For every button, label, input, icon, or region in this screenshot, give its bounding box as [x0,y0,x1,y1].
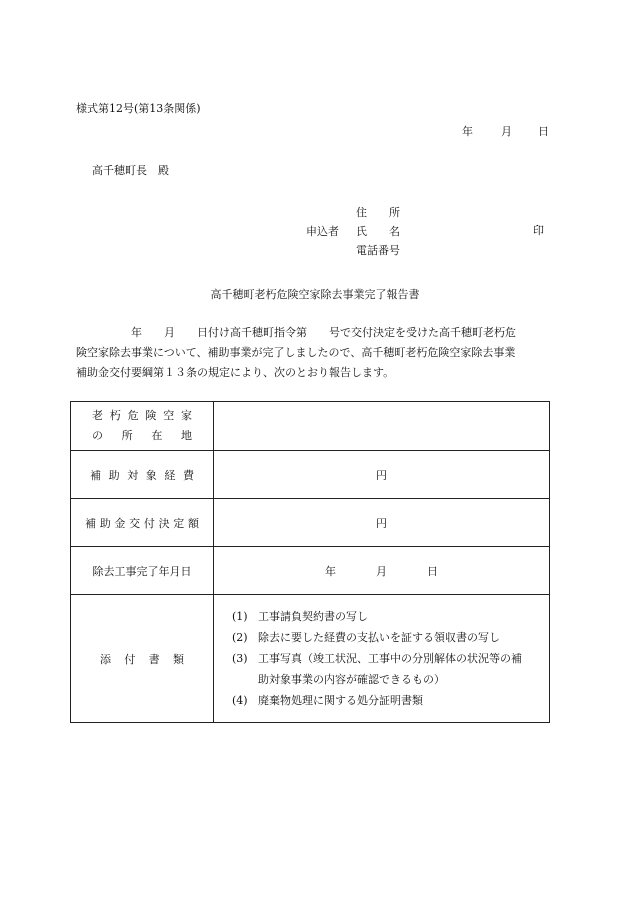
location-label-cell [71,402,214,451]
name-label: 氏 名 [356,225,400,238]
cost-label: 補助対象経費 [90,468,194,482]
date-month-label: 月 [501,125,512,138]
addressee: 高千穂町長 殿 [92,164,169,177]
table-row [71,547,550,595]
table-row [71,451,550,499]
completion-date-cell[interactable] [214,547,550,595]
seal-mark: 印 [533,224,544,237]
completion-label: 除去工事完了年月日 [92,564,192,578]
date-year-label: 年 [462,125,473,138]
cost-unit: 円 [376,468,387,482]
grant-label: 補助金交付決定額 [85,516,199,530]
location-value-cell[interactable] [214,402,550,451]
applicant-role: 申込者 [306,225,339,238]
table-row [71,499,550,547]
location-label-line1: 老朽危険空家 [92,409,192,422]
attachments-label: 添付書類 [100,652,184,666]
phone-label: 電話番号 [356,244,400,257]
grant-value-cell[interactable] [214,499,550,547]
location-label-line2: の所在地 [92,429,192,442]
attachments-list [214,595,550,723]
address-label: 住 所 [356,206,400,219]
document-title: 高千穂町老朽危険空家除去事業完了報告書 [210,288,420,301]
list-item: (2) 除去に要した経費の支払いを証する領収書の写し [232,631,500,644]
body-line: 補助金交付要綱第１３条の規定により、次のとおり報告します。 [76,366,395,379]
body-paragraph [76,323,556,383]
attachments-label-cell [71,595,214,723]
applicant-block [306,203,400,260]
body-line: 年 月 日付け高千穂町指令第 号で交付決定を受けた高千穂町老朽危 [76,326,516,339]
completion-month-label: 月 [376,564,387,578]
completion-year-label: 年 [325,564,336,578]
list-item-continuation: 助対象事業の内容が確認できるもの） [258,673,445,686]
grant-label-cell [71,499,214,547]
date-day-label: 日 [538,125,549,138]
list-item: (3) 工事写真（竣工状況、工事中の分別解体の状況等の補 [232,652,522,665]
list-item: (1) 工事請負契約書の写し [232,610,368,623]
form-number: 様式第12号(第13条関係) [76,102,201,115]
list-item: (4) 廃棄物処理に関する処分証明書類 [232,694,423,707]
cost-value-cell[interactable] [214,451,550,499]
grant-unit: 円 [376,516,387,530]
body-line: 険空家除去事業について、補助事業が完了しましたので、高千穂町老朽危険空家除去事業 [76,346,516,359]
table-row [71,402,550,451]
table-row [71,595,550,723]
report-table [70,401,550,723]
completion-label-cell [71,547,214,595]
cost-label-cell [71,451,214,499]
report-date [462,123,549,139]
completion-day-label: 日 [427,564,438,578]
